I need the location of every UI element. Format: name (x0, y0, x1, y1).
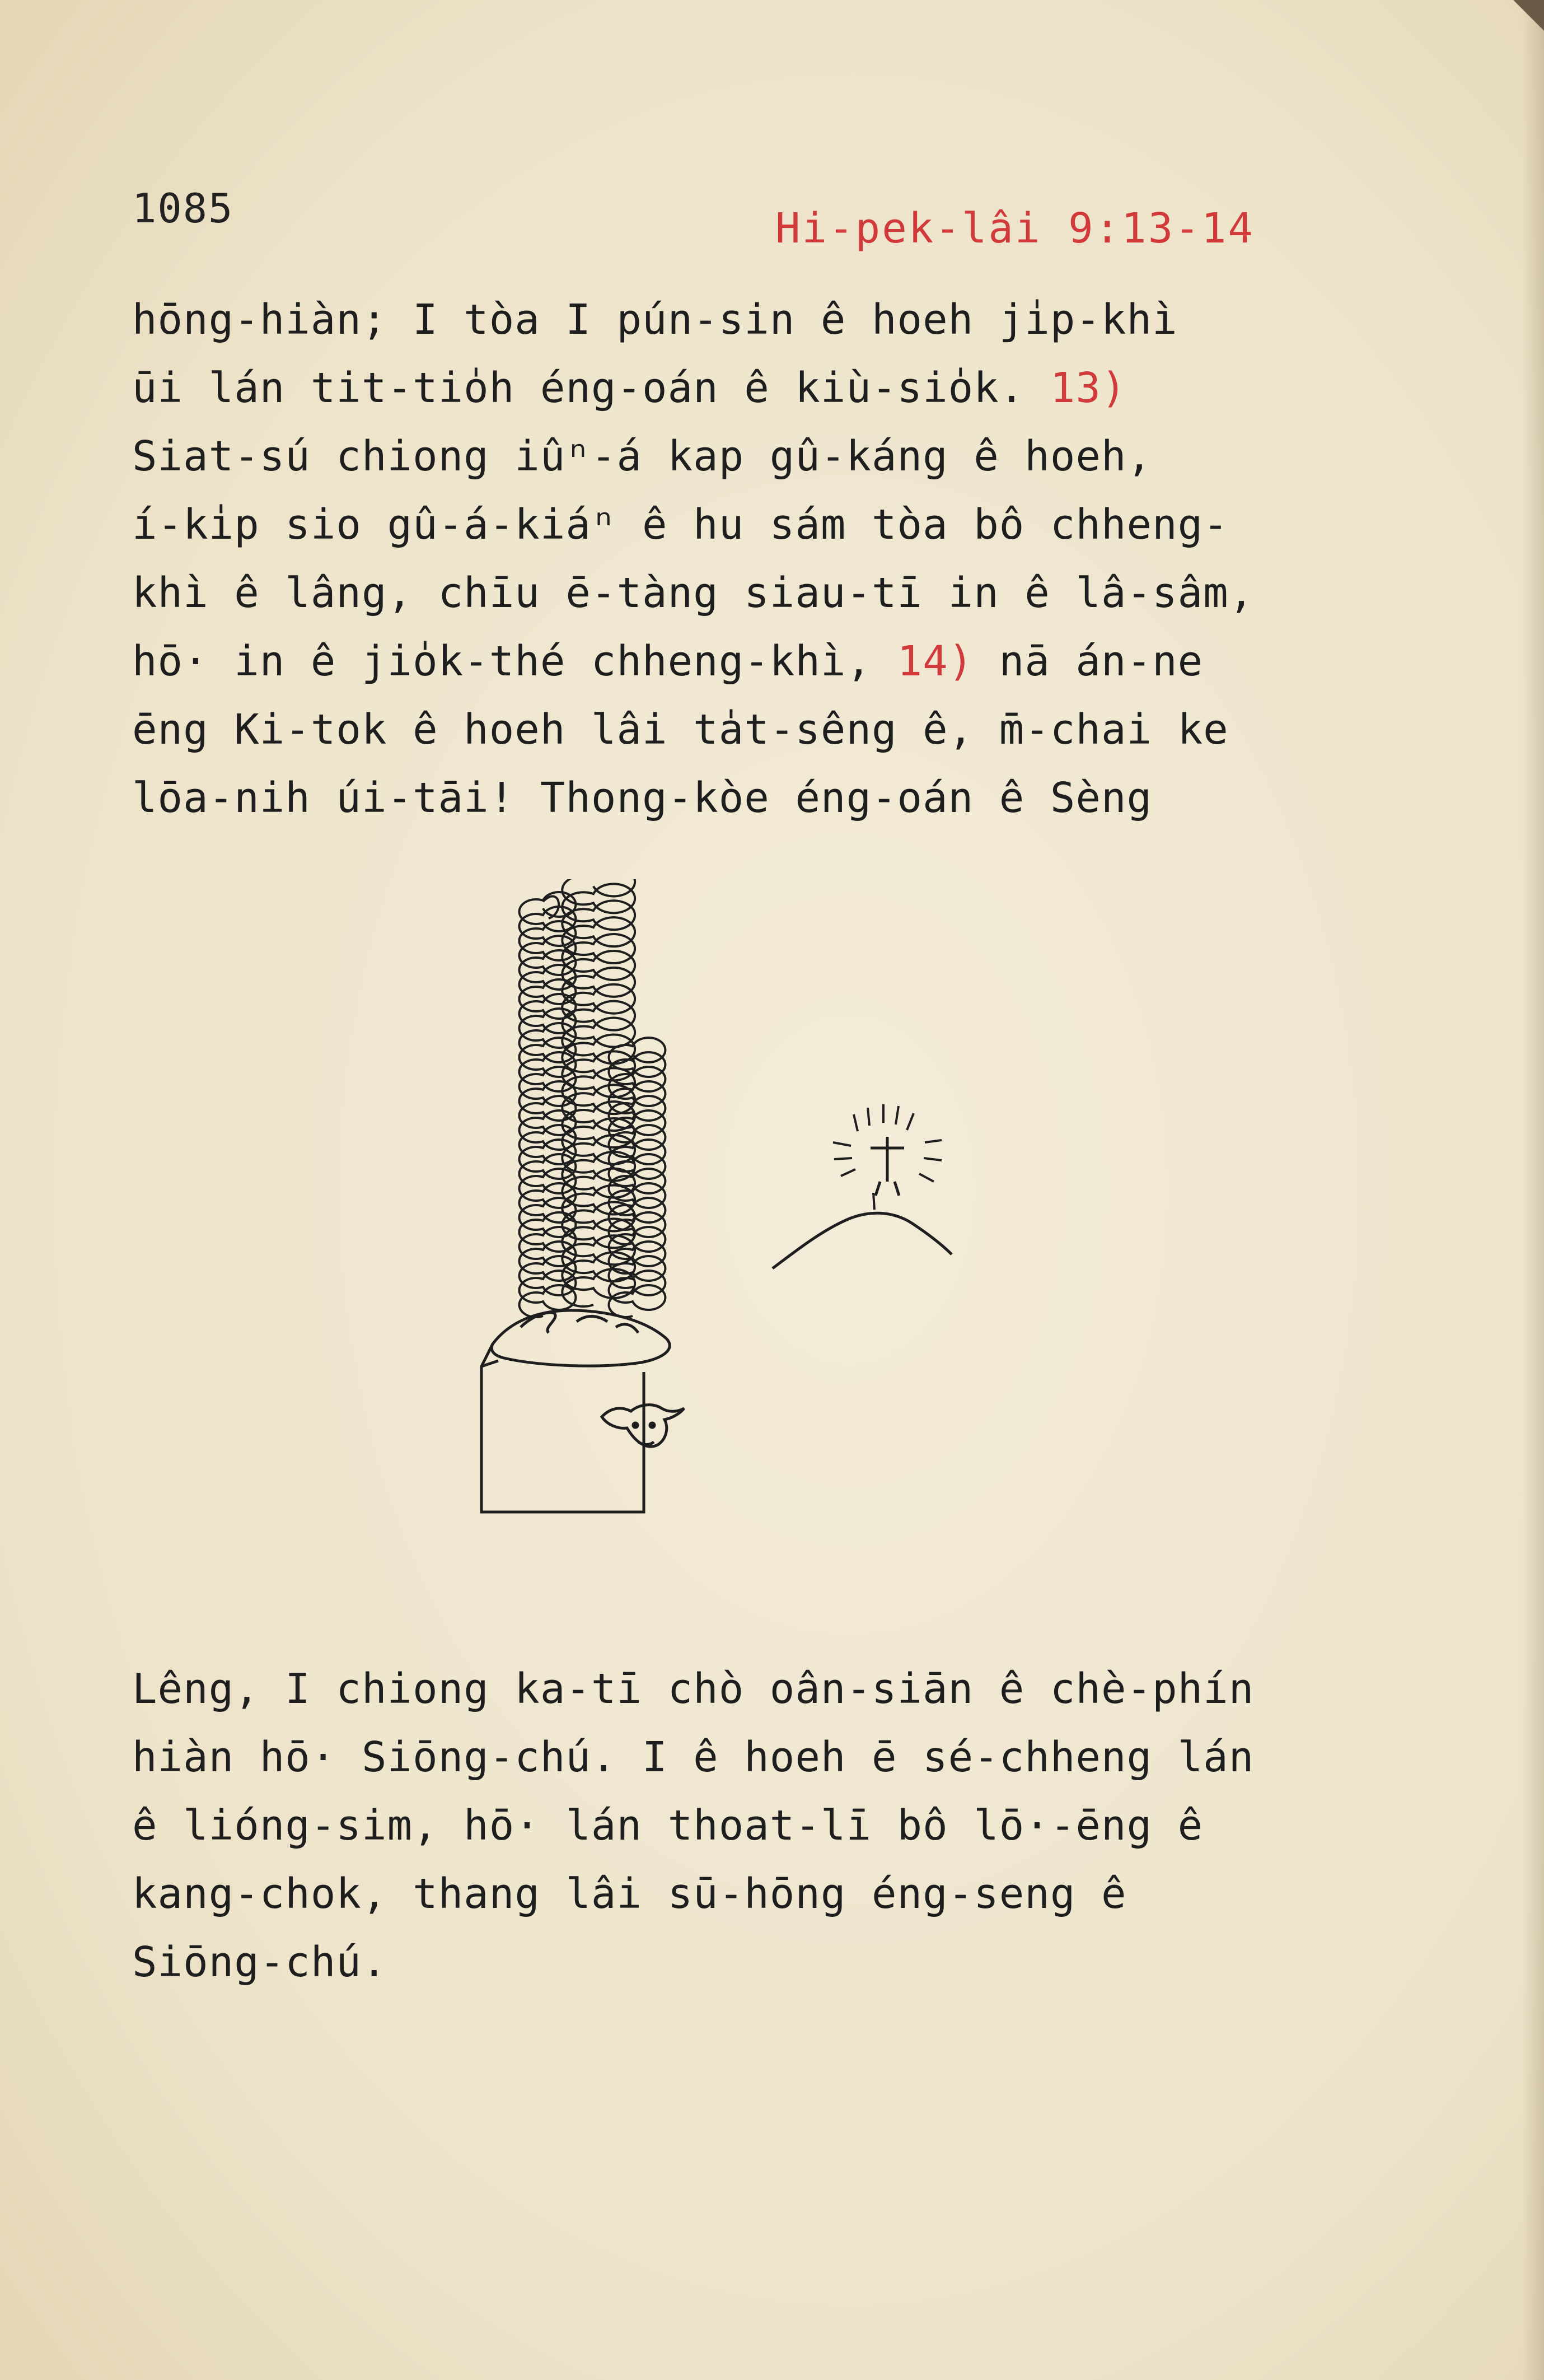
cross-on-hill-icon (773, 1137, 952, 1268)
text-line (132, 1791, 1254, 1860)
text-line (132, 1928, 1254, 1996)
text-run: lōa-nih úi-tāi! Thong-kòe éng-oán ê Sèng (132, 774, 1153, 822)
verse-number: 14) (897, 637, 974, 685)
text-line (132, 491, 1254, 559)
text-run: hō· in ê jio̍k-thé chheng-khì, (132, 637, 897, 685)
illustration-offering-cross (459, 879, 1019, 1551)
body-text-bottom (132, 1655, 1254, 1996)
smoke-coils-icon (520, 879, 666, 1317)
running-head: Hi-pek-lâi 9:13-14 (775, 204, 1255, 253)
altar-icon (481, 1310, 684, 1512)
text-run: hiàn hō· Siōng-chú. I ê hoeh ē sé-chheng lán (132, 1733, 1255, 1781)
text-run: khì ê lâng, chīu ē-tàng siau-tī in ê lâ-sâm, (132, 569, 1255, 617)
text-run: Siat-sú chiong iûⁿ-á kap gû-káng ê hoeh, (132, 432, 1153, 480)
text-run: ēng Ki-tok ê hoeh lâi ta̍t-sêng ê, m̄-chai ke (132, 706, 1229, 754)
text-run: nā án-ne (974, 637, 1204, 685)
text-line (132, 422, 1254, 491)
text-line (132, 627, 1254, 696)
text-line (132, 1655, 1254, 1723)
body-text-top (132, 286, 1254, 832)
text-line (132, 1723, 1254, 1791)
text-run: kang-chok, thang lâi sū-hōng éng-seng ê (132, 1870, 1127, 1918)
page-number: 1085 (132, 185, 234, 232)
text-run: ūi lán tit-tio̍h éng-oán ê kiù-sio̍k. (132, 364, 1050, 412)
text-run: ê lióng-sim, hō· lán thoat-lī bô lō·-ēng ê (132, 1802, 1204, 1850)
text-line (132, 559, 1254, 627)
text-line (132, 1860, 1254, 1928)
text-run: í-ki̍p sio gû-á-kiáⁿ ê hu sám tòa bô chheng- (132, 501, 1229, 549)
verse-number: 13) (1050, 364, 1127, 412)
text-line (132, 764, 1254, 832)
page-edge-shadow (1522, 0, 1544, 2380)
page-corner (1494, 0, 1544, 50)
text-line (132, 696, 1254, 764)
text-run: hōng-hiàn; I tòa I pún-sin ê hoeh ji̍p-khì (132, 296, 1178, 344)
text-line (132, 286, 1254, 354)
text-run: Lêng, I chiong ka-tī chò oân-siān ê chè-phín (132, 1665, 1255, 1713)
text-line (132, 354, 1254, 422)
text-run: Siōng-chú. (132, 1938, 387, 1986)
